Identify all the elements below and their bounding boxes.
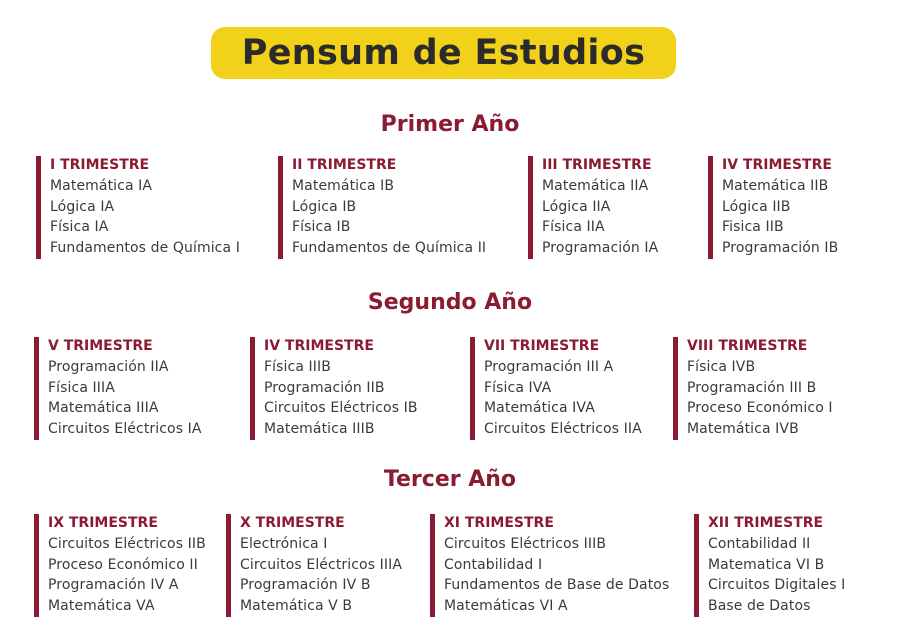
subject-item: Matemática VA [48,598,155,615]
subject-item: Lógica IA [50,198,115,215]
term-title: X TRIMESTRE [240,515,345,531]
term-block [36,156,240,259]
subject-item: Programación IA [542,240,659,257]
term-title: II TRIMESTRE [292,157,397,173]
subject-item: Lógica IIA [542,198,611,215]
subject-item: Circuitos Eléctricos IA [48,421,202,438]
subject-item: Física IA [50,219,109,236]
subject-item: Circuitos Eléctricos IIB [48,536,206,552]
subject-item: Proceso Económico II [48,556,198,573]
subject-item: Fundamentos de Química I [50,240,240,257]
term-block [430,514,669,617]
term-block [673,337,833,440]
subject-item: Matemáticas VI A [444,598,568,615]
term-block [694,514,845,617]
subject-item: Fundamentos de Química II [292,240,487,257]
subject-item: Programación IIB [264,379,385,396]
term-title: IV TRIMESTRE [264,338,374,354]
subject-item: Lógica IIB [722,198,791,215]
term-block [528,156,658,259]
subject-item: Matemática V B [240,598,353,615]
subject-item: Fisica IIB [722,219,784,236]
subject-item: Matemática IIIA [48,400,159,417]
term-block [470,337,642,440]
subject-item: Contabilidad I [444,556,543,573]
year-heading-segundo: Segundo Año [367,290,533,315]
subject-item: Programación III B [687,379,817,396]
subject-item: Matemática IVB [687,421,799,438]
year-heading-tercer: Tercer Año [383,467,517,492]
term-title: III TRIMESTRE [542,157,652,173]
subject-item: Circuitos Eléctricos IIA [484,421,642,438]
subject-item: Proceso Económico I [687,400,833,417]
subject-item: Programación IIA [48,359,169,375]
subject-item: Física IVB [687,359,756,375]
subject-item: Física IB [292,219,351,236]
term-block [250,337,418,440]
term-block [226,514,402,617]
term-title: IV TRIMESTRE [722,157,832,173]
subject-item: Física IVA [484,379,552,396]
subject-item: Matemática IIA [542,178,649,194]
subject-item: Matemática IA [50,178,153,194]
subject-item: Programación IV B [240,577,371,594]
subject-item: Circuitos Digitales I [708,577,846,594]
subject-item: Programación IV A [48,577,179,594]
term-block [278,156,486,259]
subject-item: Matemática IIIB [264,421,375,438]
page-title: Pensum de Estudios [241,33,646,73]
subject-item: Circuitos Eléctricos IIIA [240,556,403,573]
term-title: XII TRIMESTRE [708,515,824,531]
term-block [34,337,202,440]
term-title: VII TRIMESTRE [484,338,600,354]
subject-item: Física IIA [542,219,605,236]
term-title: I TRIMESTRE [50,157,150,173]
subject-item: Base de Datos [708,598,811,615]
subject-item: Matemática IVA [484,400,595,417]
subject-item: Fundamentos de Base de Datos [444,577,670,594]
subject-item: Física IIIA [48,379,115,396]
term-block [708,156,838,259]
title-banner [211,27,676,79]
term-title: IX TRIMESTRE [48,515,158,531]
subject-item: Programación IB [722,240,839,257]
year-heading-primer: Primer Año [380,112,520,137]
subject-item: Electrónica I [240,536,328,552]
subject-item: Matematica VI B [708,556,825,573]
term-block [34,514,206,617]
subject-item: Matemática IB [292,178,395,194]
subject-item: Matemática IIB [722,178,829,194]
subject-item: Física IIIB [264,359,331,375]
subject-item: Lógica IB [292,198,357,215]
term-title: VIII TRIMESTRE [687,338,808,354]
subject-item: Circuitos Eléctricos IIIB [444,536,607,552]
subject-item: Contabilidad II [708,536,811,552]
subject-item: Circuitos Eléctricos IB [264,400,418,417]
term-title: V TRIMESTRE [48,338,153,354]
term-title: XI TRIMESTRE [444,515,554,531]
subject-item: Programación III A [484,359,614,375]
